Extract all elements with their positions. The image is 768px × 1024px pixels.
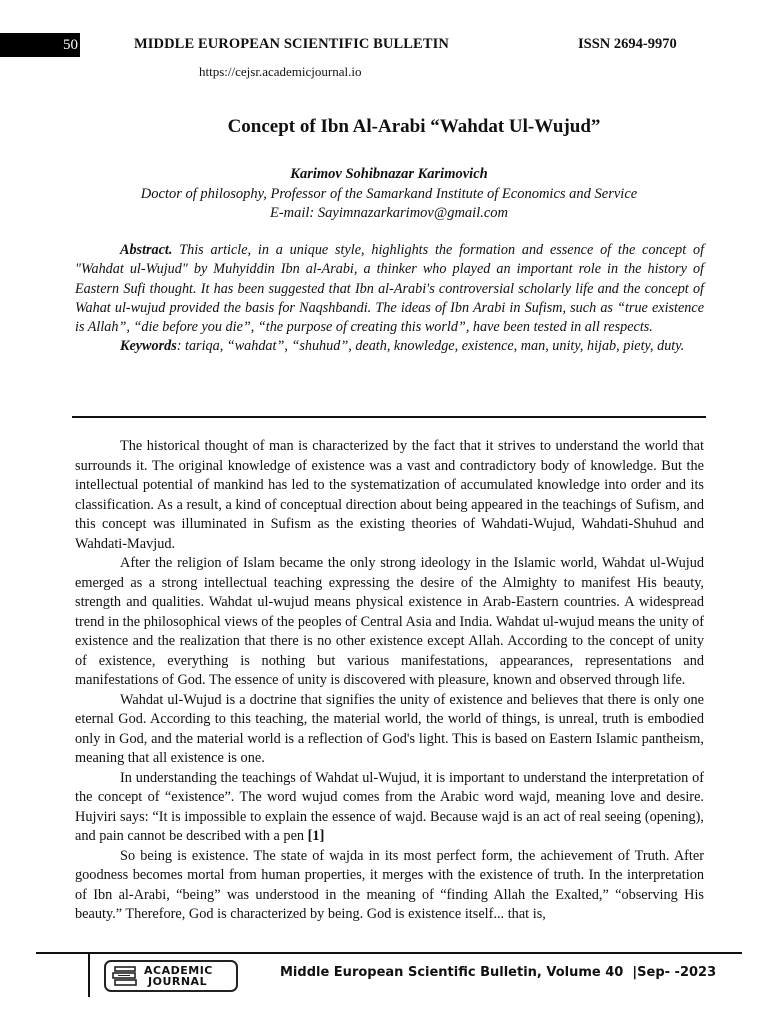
logo-text — [144, 965, 213, 987]
abstract-label: Abstract. — [120, 242, 173, 258]
author-affiliation: Doctor of philosophy, Professor of the Samarkand Institute of Economics and Service — [140, 185, 638, 202]
author-block — [0, 165, 768, 224]
abstract — [75, 241, 704, 357]
logo-line-2: JOURNAL — [148, 975, 208, 988]
keywords-label: Keywords — [120, 338, 177, 355]
footer-citation: Middle European Scientific Bulletin, Volume 40 |Sep- -2023 — [280, 965, 717, 980]
body-paragraph-4 — [75, 769, 704, 847]
body-paragraph-5: So being is existence. The state of wajda in its most perfect form, the achievement of Truth. After goodness becomes mortal from human properties, it merges with the existence of truth. In the interpretation of Ibn al-Arabi, “being” was understood in the meaning of “finding Allah the Exalted,” “observing His beauty.” Therefore, God is characterized by being. God is existence itself... that is, — [75, 847, 704, 922]
issn: ISSN 2694-9970 — [578, 36, 677, 52]
journal-title: MIDDLE EUROPEAN SCIENTIFIC BULLETIN — [134, 36, 449, 52]
abstract-text: This article, in a unique style, highlights the formation and essence of the concept of "Wahdat ul-Wujud" by Muhyiddin Ibn al-Arabi, a thinker who played an important role in the history of Eastern Sufi thought. It has been suggested that Ibn al-Arabi's controversial scholarly life and the concept of Wahat ul-wujud provided the basis for Naqshbandi. The ideas of Ibn Arabi in Sufism, such as “true existence is Allah”, “die before you die”, “the purpose of creating this world”, have been tested in all respects. — [75, 242, 705, 336]
keywords-text: : tariqa, “wahdat”, “shuhud”, death, knowledge, existence, man, unity, hijab, piety, duty. — [176, 338, 685, 355]
citation-reference[interactable]: [1] — [307, 828, 325, 844]
body-paragraph-3: Wahdat ul-Wujud is a doctrine that signifies the unity of existence and believes that there is only one eternal God. According to this teaching, the material world, the world of things, is unreal, truth is embodied only in God, and the material world is a reflection of God's light. This is based on Eastern Islamic pantheism, meaning that all existence is one. — [75, 691, 704, 766]
book-stack-icon — [112, 965, 138, 987]
footer-divider — [88, 952, 90, 997]
author-name: Karimov Sohibnazar Karimovich — [290, 166, 488, 182]
body-paragraph-4-text: In understanding the teachings of Wahdat ul-Wujud, it is important to understand the interpretation of the concept of “existence”. The word wujud comes from the Arabic word wajd, meaning love and desire. Hujviri says: “It is impossible to explain the essence of wajd. Because wajd is an act of real seeing (opening), and pain cannot be described with a pen — [75, 769, 704, 844]
journal-url[interactable]: https://cejsr.academicjournal.io — [199, 64, 362, 79]
keywords-paragraph — [75, 337, 704, 356]
section-divider — [72, 416, 706, 418]
abstract-paragraph — [75, 241, 704, 337]
page-number-bar — [0, 33, 80, 57]
article-body — [75, 437, 704, 925]
author-email[interactable]: E-mail: Sayimnazarkarimov@gmail.com — [269, 205, 509, 221]
body-paragraph-2: After the religion of Islam became the only strong ideology in the Islamic world, Wahdat ul-Wujud emerged as a strong intellectual teaching expressing the desire of the Almighty to manifest His beauty, strength and qualities. Wahdat ul-wujud means physical existence in Arab-Eastern countries. A widespread trend in the philosophical views of the peoples of Central Asia and India. Wahdat ul-wujud means the unity of existence and the realization that there is no other existence except Allah. According to the concept of unity of existence, everything is nothing but various manifestations, appearances, representations and manifestations of God. The essence of unity is discovered with pleasure, known and observed through life. — [75, 555, 704, 688]
footer-rule — [36, 952, 742, 954]
page-number: 50 — [63, 37, 78, 53]
logo-line-1: ACADEMIC — [144, 964, 213, 977]
body-paragraph-1: The historical thought of man is characterized by the fact that it strives to understand the world that surrounds it. The original knowledge of existence was a vast and contradictory body of knowledge. But the intellectual potential of mankind has led to the systematization of accumulated knowledge into order and its classification. As a result, a kind of conceptual direction about being appeared in the teachings of Sufism, and this concept was illuminated in Sufism as the existing theories of Wahdati-Wujud, Wahdati-Shuhud and Wahdati-Mavjud. — [75, 438, 704, 552]
article-title: Concept of Ibn Al-Arabi “Wahdat Ul-Wujud” — [227, 116, 601, 137]
academic-journal-logo — [104, 960, 238, 992]
